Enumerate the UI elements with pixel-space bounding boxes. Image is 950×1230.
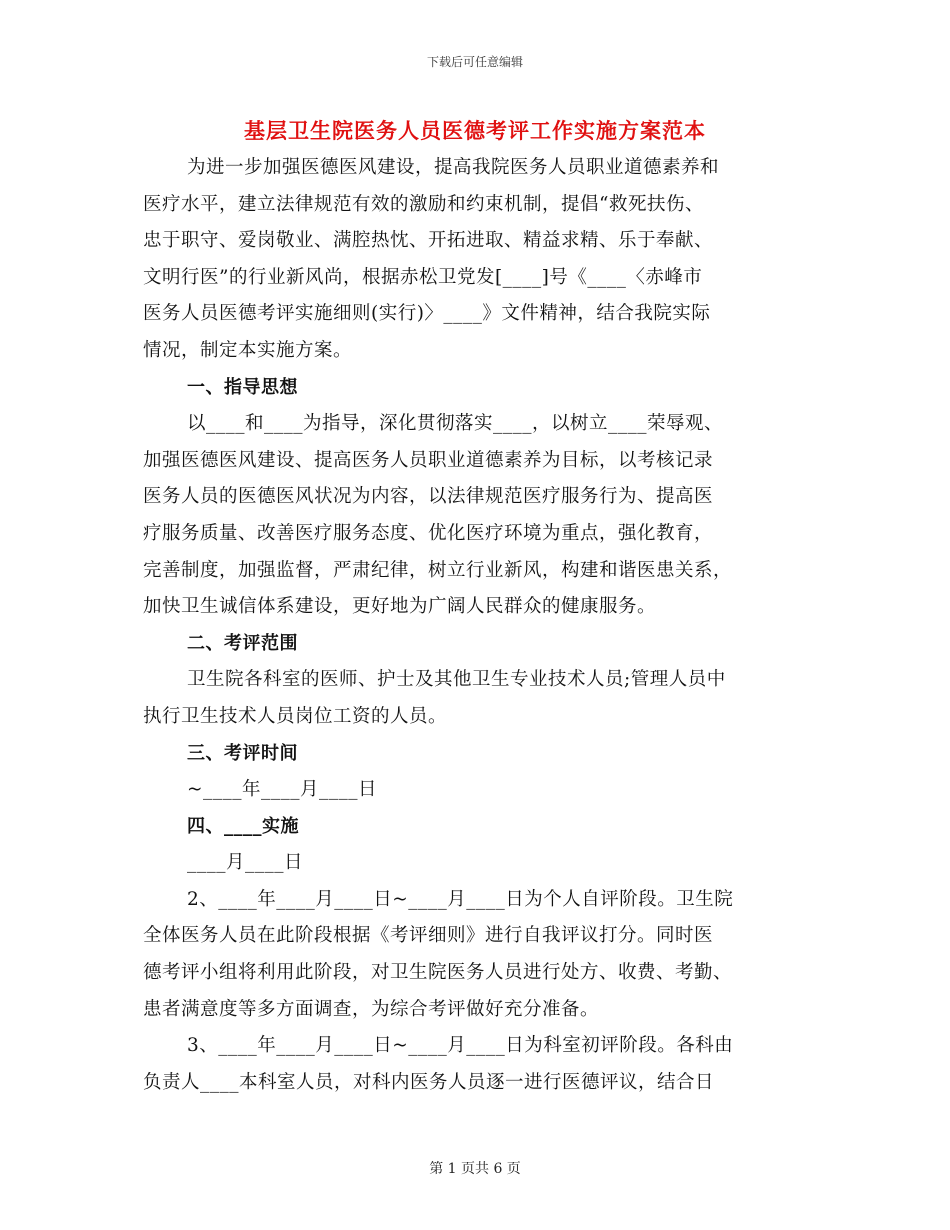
body-line: 为进一步加强医德医风建设，提高我院医务人员职业道德素养和 — [187, 157, 720, 178]
body-line: 以____和____为指导，深化贯彻落实____，以树立____荣辱观、 — [187, 413, 724, 435]
section-heading: 二、考评范围 — [187, 632, 298, 654]
body-line: 3、____年____月____日~____月____日为科室初评阶段。各科由 — [187, 1035, 734, 1057]
page-header: 下载后可任意编辑 — [426, 55, 523, 69]
section-heading: 四、____实施 — [187, 815, 299, 837]
body-line: 全体医务人员在此阶段根据《考评细则》进行自我评议打分。同时医 — [143, 925, 714, 947]
body-line: 医务人员的医德医风状况为内容，以法律规范医疗服务行为、提高医 — [143, 486, 714, 508]
document-body — [143, 150, 811, 1101]
body-line: 加强医德医风建设、提高医务人员职业道德素养为目标，以考核记录 — [143, 449, 714, 471]
body-line: 患者满意度等多方面调查，为综合考评做好充分准备。 — [143, 998, 600, 1020]
body-line: ____月____日 — [187, 852, 304, 874]
body-line: 执行卫生技术人员岗位工资的人员。 — [143, 705, 448, 727]
page-footer: 第 1 页共 6 页 — [429, 1161, 521, 1177]
body-line: 德考评小组将利用此阶段，对卫生院医务人员进行处方、收费、考勤、 — [143, 962, 733, 984]
body-line: 情况，制定本实施方案。 — [143, 339, 353, 361]
body-line: 加快卫生诚信体系建设，更好地为广阔人民群众的健康服务。 — [143, 596, 657, 618]
body-line: 文明行医”的行业新风尚，根据赤松卫党发[____]号《____〈赤峰市 — [143, 266, 703, 288]
body-line: 医务人员医德考评实施细则(实行)〉____》文件精神，结合我院实际 — [143, 303, 711, 325]
body-line: 疗服务质量、改善医疗服务态度、优化医疗环境为重点，强化教育， — [143, 522, 714, 544]
body-line: 忠于职守、爱岗敬业、满腔热忱、开拓进取、精益求精、乐于奉献、 — [143, 230, 714, 252]
body-line: 负责人____本科室人员，对科内医务人员逐一进行医德评议，结合日 — [143, 1071, 715, 1093]
body-line: 医疗水平，建立法律规范有效的激励和约束机制，提倡“救死扶伤、 — [143, 193, 704, 215]
body-line: 2、____年____月____日~____月____日为个人自评阶段。卫生院 — [187, 888, 734, 910]
body-line: 卫生院各科室的医师、护士及其他卫生专业技术人员;管理人员中 — [187, 669, 726, 691]
body-line: 完善制度，加强监督，严肃纪律，树立行业新风，构建和谐医患关系， — [143, 559, 733, 581]
body-line: ~____年____月____日 — [187, 779, 378, 801]
section-heading: 一、指导思想 — [187, 376, 298, 398]
section-heading: 三、考评时间 — [187, 742, 298, 764]
document-title: 基层卫生院医务人员医德考评工作实施方案范本 — [244, 118, 706, 143]
